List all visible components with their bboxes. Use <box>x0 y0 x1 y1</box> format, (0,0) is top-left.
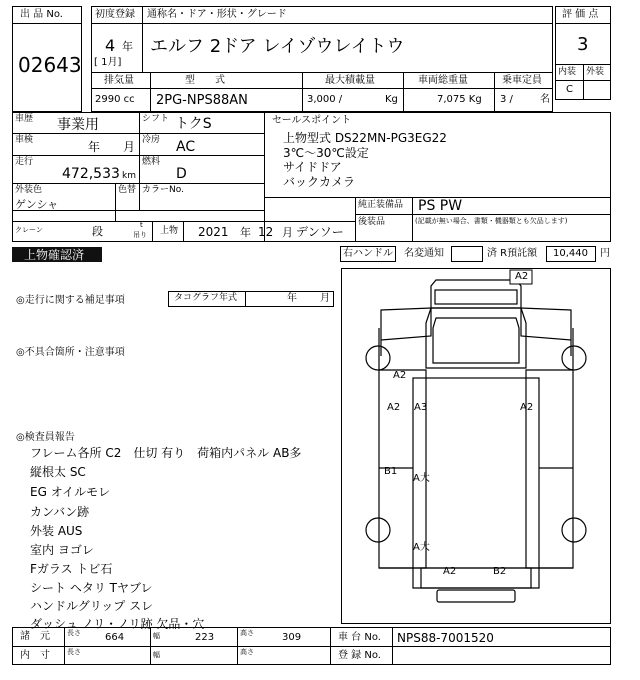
lot-number: 02643 <box>18 53 82 77</box>
supplement-label: ◎走行に関する補足事項 <box>16 295 125 306</box>
model-label: 型 式 <box>185 75 225 86</box>
model-value: 2PG-NPS88AN <box>156 93 248 108</box>
mileage-label: 走行 <box>15 157 34 167</box>
body-year-unit: 年 <box>240 226 251 239</box>
specs-label: 諸 元 <box>20 631 50 642</box>
inspector-line: ダッシュ ノリ・ノリ跡 欠品・穴 <box>30 617 205 631</box>
capacity-unit: 名 <box>540 94 550 105</box>
lot-label: 出 品 No. <box>20 9 63 20</box>
first-reg-year-unit: 年 <box>122 40 133 53</box>
length-value: 664 <box>105 632 125 643</box>
name-label: 通称名・ドア・形状・グレード <box>147 9 287 20</box>
divider <box>392 627 393 665</box>
damage-mark: A2 <box>515 271 529 282</box>
inspection-month-unit: 月 <box>123 140 136 154</box>
max-load-label: 最大積載量 <box>325 75 375 86</box>
inner-length-label: 長さ <box>67 648 81 656</box>
gross-weight-value: 7,075 Kg <box>437 94 482 105</box>
tachograph-label: タコグラフ年式 <box>174 293 238 303</box>
chassis-value: NPS88-7001520 <box>397 631 494 645</box>
body-confirmed-text: 上物確認済 <box>24 248 85 262</box>
length-label: 長さ <box>67 629 81 637</box>
capacity-value: 3 / <box>500 94 513 105</box>
exterior-grade-cell <box>583 80 611 100</box>
recycle-unit: 円 <box>600 248 610 259</box>
truck-diagram <box>341 268 611 624</box>
fuel-label: 燃料 <box>142 157 161 167</box>
damage-mark: A大 <box>413 473 430 484</box>
divider <box>403 72 404 112</box>
interior-grade: C <box>566 84 573 95</box>
divider <box>12 221 265 222</box>
inspection-label: 車検 <box>15 135 34 145</box>
divider <box>150 627 151 665</box>
capacity-label: 乗車定員 <box>502 75 542 86</box>
divider <box>152 221 153 242</box>
history-label: 車歴 <box>15 114 34 124</box>
inspector-line: Fガラス トビ石 <box>30 562 113 576</box>
gross-weight-label: 車両総重量 <box>418 75 468 86</box>
exterior-label: 外装 <box>586 67 605 77</box>
color-no-label: カラーNo. <box>142 185 184 195</box>
inspector-line: 室内 ヨゴレ <box>30 543 94 557</box>
crane-stage: 段 <box>92 225 103 238</box>
crane-t: t <box>140 221 143 229</box>
inspector-label: ◎検査員報告 <box>16 432 75 443</box>
right-handle-text: 右ハンドル <box>343 248 393 259</box>
width-value: 223 <box>195 632 215 643</box>
interior-label: 内装 <box>558 67 577 77</box>
damage-mark: B2 <box>493 566 507 577</box>
divider <box>237 627 238 665</box>
recycle-label: 済 R預託額 <box>487 248 538 259</box>
fuel-value: D <box>176 166 187 182</box>
damage-mark: A2 <box>520 402 534 413</box>
inspector-line: 縦根太 SC <box>30 465 86 479</box>
genuine-label: 純正装備品 <box>358 200 404 210</box>
rating-value: 3 <box>577 34 589 55</box>
divider <box>245 291 246 307</box>
sales-point-line: バックカメラ <box>283 175 356 189</box>
height-label: 高さ <box>240 629 254 637</box>
defects-label: ◎不具合箇所・注意事項 <box>16 347 125 358</box>
height-value: 309 <box>282 632 302 643</box>
displacement-label: 排気量 <box>104 75 134 86</box>
body-month: 12 <box>258 225 274 239</box>
divider <box>183 221 184 242</box>
divider <box>64 627 65 665</box>
vehicle-name: エルフ 2ドア レイゾウレイトウ <box>150 36 405 57</box>
sales-point-line: 3℃～30℃設定 <box>283 146 369 160</box>
tachograph-year-unit: 年 <box>287 293 297 304</box>
tachograph-month-unit: 月 <box>320 293 330 304</box>
aftermarket-note: (記載が無い場合、書類・機器類とも欠品します) <box>415 217 568 225</box>
inspector-line: カンバン跡 <box>30 505 90 519</box>
divider <box>330 627 331 665</box>
width-label: 幅 <box>153 632 160 640</box>
inspector-line: EG オイルモレ <box>30 485 111 499</box>
inspector-line: シート ヘタリ Tヤブレ <box>30 581 153 595</box>
crane-hang: 吊り <box>133 231 147 239</box>
damage-mark: B1 <box>384 466 398 477</box>
divider <box>412 197 413 242</box>
sales-points-label: セールスポイント <box>272 115 352 126</box>
body-maker: デンソー <box>296 225 344 239</box>
shift-label: シフト <box>142 114 170 124</box>
damage-mark: A3 <box>414 402 428 413</box>
specs-label-row <box>91 72 553 89</box>
damage-mark: A2 <box>393 370 407 381</box>
aftermarket-label: 後装品 <box>358 217 386 227</box>
shift-value: トクS <box>175 116 212 132</box>
sales-point-line: サイドドア <box>283 160 342 174</box>
genuine-value: PS PW <box>418 198 463 214</box>
inspection-year-unit: 年 <box>88 140 101 154</box>
divider <box>494 72 495 112</box>
history-value: 事業用 <box>57 117 99 133</box>
displacement-value: 2990 cc <box>95 94 135 105</box>
color-change-label: 色替 <box>118 185 137 195</box>
sales-point-line: 上物型式 DS22MN-PG3EG22 <box>283 131 447 145</box>
divider <box>115 183 116 221</box>
reg-label: 登 録 No. <box>338 650 381 661</box>
body-year: 2021 <box>198 225 229 239</box>
first-reg-month: [ 1月] <box>94 57 122 68</box>
chassis-label: 車 台 No. <box>338 632 381 643</box>
divider <box>150 72 151 112</box>
divider <box>12 646 611 647</box>
aircon-value: AC <box>176 139 196 155</box>
divider <box>355 214 611 215</box>
aircon-label: 冷房 <box>142 135 161 145</box>
exterior-color-label: 外装色 <box>15 185 43 195</box>
inspector-line: フレーム各所 C2 仕切 有り 荷箱内パネル AB多 <box>30 446 302 460</box>
body-label: 上物 <box>160 226 179 236</box>
damage-mark: A大 <box>413 542 430 553</box>
name-change-label: 名変通知 <box>404 248 444 259</box>
first-reg-year: 4 <box>105 36 116 55</box>
mileage-unit: km <box>122 171 136 181</box>
damage-mark: A2 <box>443 566 457 577</box>
body-month-unit: 月 <box>282 226 293 239</box>
inspector-line: ハンドルグリップ スレ <box>30 599 154 613</box>
inner-height-label: 高さ <box>240 648 254 656</box>
inner-width-label: 幅 <box>153 651 160 659</box>
recycle-amount: 10,440 <box>553 248 588 259</box>
inspector-line: 外装 AUS <box>30 524 83 538</box>
mileage-value: 472,533 <box>62 166 120 182</box>
damage-mark: A2 <box>387 402 401 413</box>
exterior-color-value: ゲンシャ <box>15 198 59 211</box>
crane-label: クレーン <box>15 226 43 234</box>
max-load-unit: Kg <box>385 94 398 105</box>
first-reg-label: 初度登録 <box>95 9 135 20</box>
inner-label: 内 寸 <box>20 650 50 661</box>
name-change-box <box>451 246 483 262</box>
divider <box>139 112 140 210</box>
max-load-value: 3,000 / <box>307 94 343 105</box>
divider <box>302 72 303 112</box>
rating-label: 評 価 点 <box>562 9 599 20</box>
